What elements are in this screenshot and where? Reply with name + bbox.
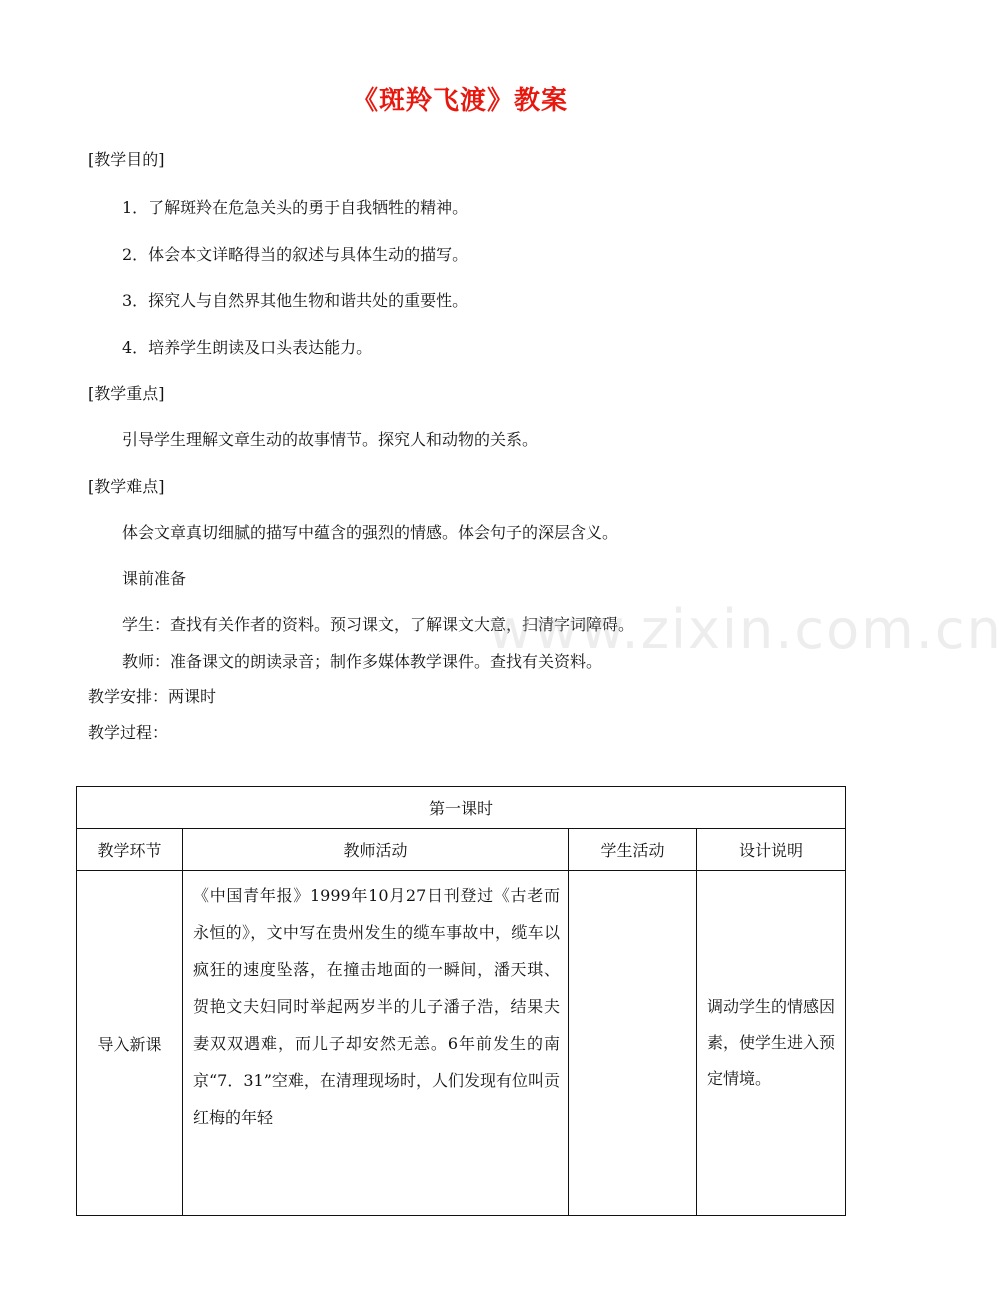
teacher-activity-cell: 《中国青年报》1999年10月27日刊登过《古老而永恒的》，文中写在贵州发生的缆车事故中，缆车以疯狂的速度坠落，在撞击地面的一瞬间，潘天琪、贺艳文夫妇同时举起两岁半的儿子潘子浩，结果夫妻双双遇难，而儿子却安然无恙。6年前发生的南京“7．31”空难，在清理现场时，人们发现有位叫贡红梅的年轻 [183, 871, 569, 1216]
preparation-teacher: 教师：准备课文的朗读录音；制作多媒体教学课件。查找有关资料。 [122, 652, 603, 671]
stage-cell: 导入新课 [77, 871, 183, 1216]
table-header-row [77, 829, 846, 871]
key-points-text: 引导学生理解文章生动的故事情节。探究人和动物的关系。 [122, 430, 539, 449]
preparation-student: 学生：查找有关作者的资料。预习课文，了解课文大意，扫清字词障碍。 [122, 615, 635, 634]
table-row [77, 871, 846, 1216]
objective-item-2: 2．体会本文详略得当的叙述与具体生动的描写。 [122, 245, 469, 264]
process-label: 教学过程： [88, 723, 169, 742]
document-title: 《斑羚飞渡》教案 [351, 86, 568, 116]
header-teacher-activity: 教师活动 [183, 829, 569, 871]
preparation-heading: 课前准备 [122, 569, 187, 588]
difficulties-text: 体会文章真切细腻的描写中蕴含的强烈的情感。体会句子的深层含义。 [122, 523, 619, 542]
header-stage: 教学环节 [77, 829, 183, 871]
table-caption: 第一课时 [77, 787, 846, 829]
header-student-activity: 学生活动 [569, 829, 697, 871]
difficulties-heading: [教学难点] [88, 477, 165, 496]
objective-item-1: 1．了解斑羚在危急关头的勇于自我牺牲的精神。 [122, 198, 469, 217]
header-design-notes: 设计说明 [697, 829, 846, 871]
design-notes-cell: 调动学生的情感因素，使学生进入预定情境。 [697, 871, 846, 1216]
objectives-heading: [教学目的] [88, 150, 165, 169]
key-points-heading: [教学重点] [88, 384, 165, 403]
watermark: www.zixin.com.cn [488, 598, 1003, 661]
schedule-text: 教学安排：两课时 [88, 687, 217, 706]
student-activity-cell [569, 871, 697, 1216]
objective-item-3: 3．探究人与自然界其他生物和谐共处的重要性。 [122, 291, 469, 310]
objective-item-4: 4．培养学生朗读及口头表达能力。 [122, 338, 373, 357]
lesson-table [76, 786, 846, 1216]
